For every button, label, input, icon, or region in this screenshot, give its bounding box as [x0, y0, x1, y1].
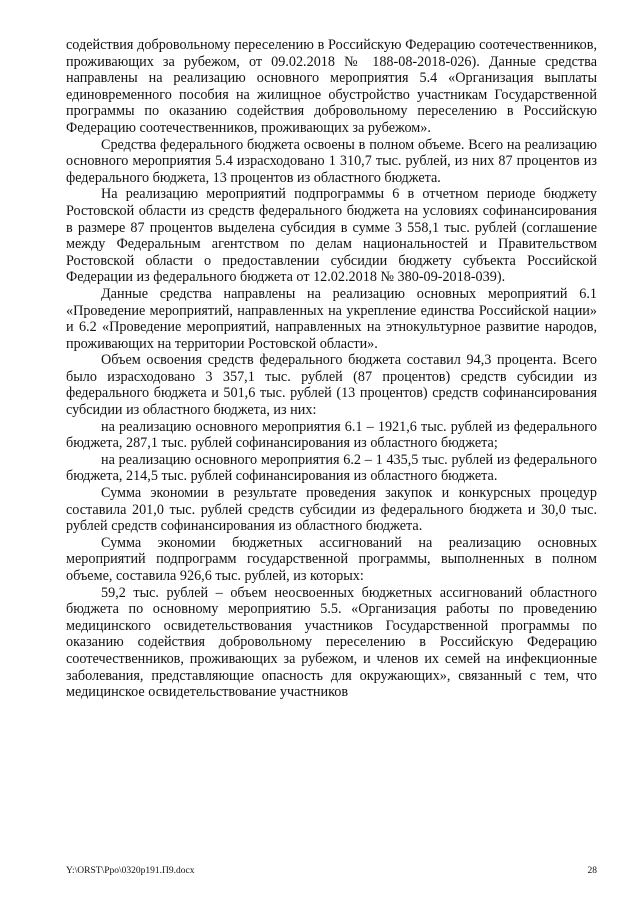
paragraph-4: Данные средства направлены на реализацию основных мероприятий 6.1 «Проведение мероприятий, направленных на укрепление единства Российской нации» и 6.2 «Проведение мероприятий, направленных на этнокультурное развитие народов, проживающих на территории Ростовской области». [66, 285, 597, 352]
paragraph-9: Сумма экономии бюджетных ассигнований на реализацию основных мероприятий подпрограмм государственной программы, выполненных в полном объеме, составила 926,6 тыс. рублей, из которых: [66, 534, 597, 584]
paragraph-10: 59,2 тыс. рублей – объем неосвоенных бюджетных ассигнований областного бюджета по основному мероприятию 5.5. «Организация работы по проведению медицинского освидетельствования участников Государственной программы по оказанию содействия добровольному переселению в Российскую Федерацию соотечественников, проживающих за рубежом, и членов их семей на инфекционные заболевания, представляющие опасность для окружающих», связанный с тем, что медицинское освидетельствование участников [66, 584, 597, 701]
document-body [66, 37, 597, 701]
paragraph-3: На реализацию мероприятий подпрограммы 6 в отчетном периоде бюджету Ростовской области из средств федерального бюджета на условиях софинансирования в размере 87 процентов выделена субсидия в сумме 3 558,1 тыс. рублей (соглашение между Федеральным агентством по делам национальностей и Правительством Ростовской области о предоставлении субсидии бюджету субъекта Российской Федерации из федерального бюджета от 12.02.2018 № 380-09-2018-039). [66, 186, 597, 286]
page-number: 28 [587, 866, 597, 876]
paragraph-1: содействия добровольному переселению в Российскую Федерацию соотечественников, проживающих за рубежом, от 09.02.2018 № 188-08-2018-026). Данные средства направлены на реализацию основного мероприятия 5.4 «Организация выплаты единовременного пособия на жилищное обустройство участникам Государственной программы по оказанию содействия добровольному переселению в Российскую Федерацию соотечественников, проживающих за рубежом». [66, 37, 597, 136]
paragraph-7: на реализацию основного мероприятия 6.2 – 1 435,5 тыс. рублей из федерального бюджета, 214,5 тыс. рублей софинансирования из областного бюджета. [66, 451, 597, 485]
footer-file-path: Y:\ORST\Ppo\0320p191.П9.docx [66, 866, 195, 876]
paragraph-5: Объем освоения средств федерального бюджета составил 94,3 процента. Всего было израсходовано 3 357,1 тыс. рублей (87 процентов) средств субсидии из федерального бюджета и 501,6 тыс. рублей (13 процентов) средств софинансирования субсидии из областного бюджета, из них: [66, 352, 597, 419]
paragraph-8: Сумма экономии в результате проведения закупок и конкурсных процедур составила 201,0 тыс. рублей средств субсидии из федерального бюджета и 30,0 тыс. рублей средств софинансирования из областного бюджета. [66, 485, 597, 535]
paragraph-2: Средства федерального бюджета освоены в полном объеме. Всего на реализацию основного мероприятия 5.4 израсходовано 1 310,7 тыс. рублей, из них 87 процентов из федерального бюджета, 13 процентов из областного бюджета. [66, 136, 597, 186]
paragraph-6: на реализацию основного мероприятия 6.1 – 1921,6 тыс. рублей из федерального бюджета, 287,1 тыс. рублей софинансирования из областного бюджета; [66, 418, 597, 452]
